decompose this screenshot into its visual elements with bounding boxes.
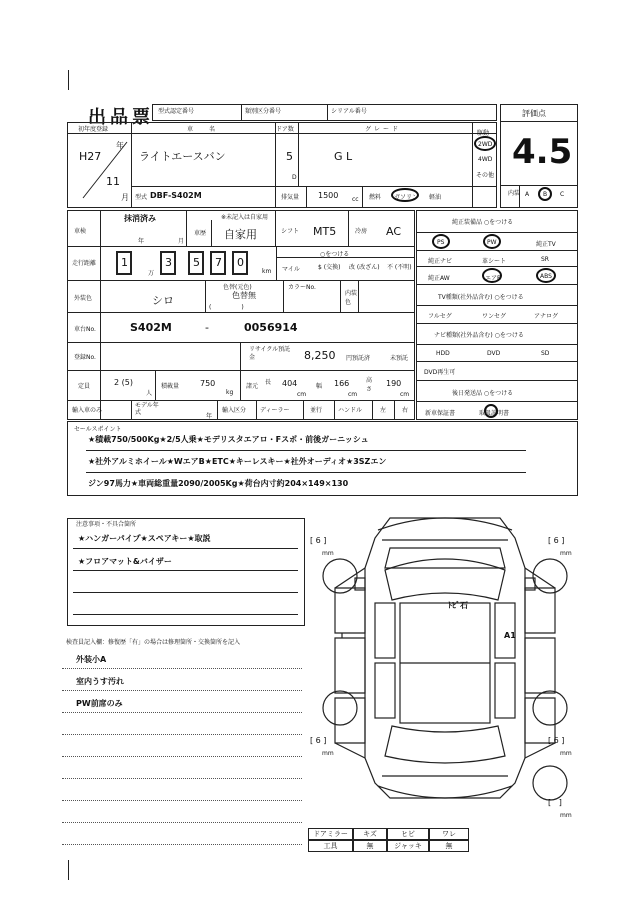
- fuel-circle: [391, 188, 419, 202]
- mile-opt-unknown: 不 (不明): [387, 264, 412, 271]
- man-unit: 万: [148, 270, 155, 277]
- shaken-month: 月: [178, 238, 185, 245]
- shaken-value: 抹消済み: [124, 214, 156, 223]
- history-value: 自家用: [224, 228, 257, 241]
- equip-leather: 革シート: [482, 258, 507, 265]
- capacity-value: 2 (5): [114, 378, 133, 387]
- inspector-label: 検査員記入欄：修復歴「有」の場合は修理箇所・交換箇所を記入: [66, 639, 241, 646]
- model-cert-label: 型式認定番号: [158, 108, 195, 115]
- corner-mark: [68, 70, 69, 90]
- equip-airbag: エアB: [485, 275, 502, 282]
- orig-color-label: 色替(元色): [223, 284, 252, 291]
- length-value: 404: [282, 379, 298, 388]
- drive-2wd-circle: [474, 136, 496, 151]
- legend-value-jack: ジャッキ: [387, 840, 429, 852]
- equip-abs: ABS: [540, 273, 552, 280]
- chassis-model: S402M: [130, 321, 172, 334]
- shift-label: シフト: [281, 228, 300, 235]
- first-reg-label: 初年度登録: [78, 126, 109, 133]
- tread-unit-fl: mm: [322, 550, 334, 557]
- load-value: 750: [200, 379, 216, 388]
- capacity-label: 定員: [78, 383, 91, 390]
- later-manual: 取扱説明書: [479, 410, 510, 417]
- handle-label: ハンドル: [338, 407, 363, 414]
- corner-mark: [68, 860, 69, 880]
- equip-sr: SR: [541, 256, 549, 263]
- tv-fullseg: フルセグ: [428, 313, 452, 320]
- legend-header-break: ワレ: [429, 828, 469, 840]
- model-label: 型式: [135, 194, 148, 201]
- interior-circle: [538, 187, 552, 201]
- tread-unit-rl: mm: [322, 750, 334, 757]
- sales-line-3: ジン97馬力★車両総重量2090/2005Kg★荷台内寸約204×149×130: [88, 479, 349, 488]
- width-value: 166: [334, 379, 350, 388]
- grade-label: グレード: [365, 126, 402, 133]
- import-label: 輸入車のみ: [72, 407, 103, 414]
- tread-spare: [ ]: [548, 798, 562, 807]
- sales-label: セールスポイント: [74, 426, 122, 433]
- mile-opt-exchange: $ (交換): [318, 264, 341, 271]
- drive-2wd: 2WD: [478, 141, 493, 148]
- diagonal-line: [79, 140, 129, 200]
- ac-value: AC: [386, 225, 402, 238]
- mile-label: マイル: [282, 266, 300, 273]
- mileage-digit-3: 5: [193, 256, 200, 269]
- dvd-play-label: DVD再生可: [424, 369, 456, 376]
- handle-left: 左: [380, 407, 387, 414]
- first-reg-era: H27: [79, 150, 102, 163]
- handle-right: 右: [402, 407, 409, 414]
- load-label: 積載量: [161, 383, 180, 390]
- tread-rl: [ 6 ]: [310, 736, 327, 745]
- height-unit: cm: [400, 391, 410, 398]
- tread-unit-rr: mm: [560, 750, 572, 757]
- color-paren: ( ): [209, 304, 244, 311]
- legend-header-scratch: キズ: [353, 828, 387, 840]
- color-label: 外装色: [74, 295, 93, 302]
- legend-value-none: 無: [353, 840, 387, 852]
- length-label: 長: [265, 379, 272, 386]
- legend-value-tools: 工具: [308, 840, 353, 852]
- doors-value: 5: [286, 150, 293, 163]
- legend-header-mirror: ドアミラー: [308, 828, 353, 840]
- equip-airbag-circle: [482, 268, 502, 283]
- navi-hdd: HDD: [436, 350, 450, 357]
- tv-analog: アナログ: [534, 313, 559, 320]
- tread-fl: [ 6 ]: [310, 536, 327, 545]
- inspector-line-1: 外装小A: [76, 655, 107, 664]
- interior-a: A: [525, 191, 530, 198]
- import-year: 年: [206, 413, 213, 420]
- equip-navi: 純正ナビ: [428, 258, 453, 265]
- equip-pw: PW: [487, 239, 497, 246]
- legend-value-none-2: 無: [429, 840, 469, 852]
- model-value: DBF-S402M: [150, 191, 202, 200]
- navi-sd: SD: [541, 350, 550, 357]
- equip-ps-circle: [432, 234, 450, 249]
- displacement-value: 1500: [318, 191, 339, 200]
- load-unit: kg: [226, 389, 234, 396]
- mile-note: ○をつける: [320, 251, 350, 258]
- import-class-label: 輸入区分: [222, 407, 247, 414]
- mileage-label: 走行距離: [72, 260, 97, 267]
- later-manual-circle: [484, 404, 498, 418]
- length-unit: cm: [297, 391, 307, 398]
- tread-fr: [ 6 ]: [548, 536, 565, 545]
- interior-label: 内装: [508, 190, 521, 197]
- displacement-label: 排気量: [281, 194, 300, 201]
- chassis-label: 車台No.: [74, 326, 96, 333]
- interior-b: B: [543, 191, 548, 198]
- tv-oneseg: ワンセグ: [482, 313, 507, 320]
- car-name: ライトエースバン: [139, 150, 226, 163]
- tv-title: TV種類(社外品含む) ○をつける: [438, 294, 524, 301]
- orig-color-value: 色替無: [232, 291, 256, 300]
- ac-label: 冷房: [355, 228, 368, 235]
- score-label: 評価点: [522, 109, 546, 118]
- equip-aw: 純正AW: [428, 275, 450, 282]
- score-value: 4.5: [512, 132, 573, 172]
- recycle-paid: 円預託済: [346, 355, 371, 362]
- legend-header-crack: ヒビ: [387, 828, 429, 840]
- notes-line-1: ★ハンガーパイプ★スペアキー★取説: [78, 534, 211, 543]
- damage-mark-a1: A1: [504, 631, 516, 640]
- km-unit: km: [262, 268, 272, 275]
- mile-opt-tamper: 改 (改ざん): [349, 264, 380, 271]
- shaken-label: 車検: [74, 228, 87, 235]
- person-unit: 人: [146, 390, 153, 397]
- mileage-digit-2: 3: [165, 256, 172, 269]
- drive-other: その他: [476, 172, 495, 179]
- grade-value: G L: [334, 150, 353, 163]
- drive-4wd: 4WD: [478, 156, 493, 163]
- notes-line-2: ★フロアマット&バイザー: [78, 557, 172, 566]
- recycle-amount: 8,250: [304, 349, 336, 362]
- recycle-label: リサイクル預託金: [249, 346, 291, 361]
- equip-abs-circle: [536, 268, 556, 283]
- damage-mark-chip: ﾄﾋﾞ石: [448, 601, 468, 610]
- mileage-digit-1: 1: [121, 256, 128, 269]
- page-title: 出品票: [88, 107, 154, 128]
- shift-value: MT5: [313, 225, 337, 238]
- door-unit: D: [292, 174, 297, 181]
- width-unit: cm: [348, 391, 358, 398]
- dealer-option: ディーラー: [260, 407, 290, 414]
- later-warranty: 新車保証書: [425, 410, 456, 417]
- interior-c: C: [560, 191, 565, 198]
- sales-line-2: ★社外アルミホイール★WエアB★ETC★キーレスキー★社外オーディオ★3SZエン: [88, 457, 387, 466]
- car-name-label: 車名: [187, 126, 232, 133]
- mileage-digit-4: 7: [215, 256, 222, 269]
- inner-color-label: 内装色: [345, 290, 358, 306]
- tread-unit-spare: mm: [560, 812, 572, 819]
- serial-label: シリアル番号: [331, 108, 367, 115]
- chassis-dash: -: [205, 321, 209, 334]
- navi-dvd: DVD: [487, 350, 501, 357]
- color-value: シロ: [152, 294, 174, 307]
- fuel-label: 燃料: [369, 194, 382, 201]
- inspector-line-3: PW前席のみ: [76, 699, 123, 708]
- month-unit: 月: [121, 193, 129, 202]
- tread-unit-fr: mm: [560, 550, 572, 557]
- cert-row: [152, 104, 497, 121]
- mileage-digit-5: 0: [237, 256, 244, 269]
- doors-label: ドア数: [276, 126, 294, 133]
- drive-label: 駆動: [477, 130, 490, 137]
- first-reg-month: 11: [106, 175, 120, 188]
- shaken-year: 年: [138, 238, 145, 245]
- sales-line-1: ★積載750/500Kg★2/5人乗★モデリスタエアロ・Fスポ・前後ガーニッシュ: [88, 435, 369, 444]
- equip-tv: 純正TV: [536, 241, 556, 248]
- height-value: 190: [386, 379, 402, 388]
- reg-no-label: 登録No.: [74, 354, 96, 361]
- color-no-label: カラーNo.: [288, 284, 316, 291]
- model-year-label: モデル年式: [135, 402, 159, 416]
- car-diagram: [300, 508, 590, 828]
- notes-label: 注意事項・不具合箇所: [76, 521, 137, 528]
- navi-title: ナビ種類(社外品含む) ○をつける: [434, 332, 524, 339]
- light-oil-label: 軽油: [429, 194, 442, 201]
- tread-rr: [ 6 ]: [548, 736, 565, 745]
- equipment-title: 純正装備品 ○をつける: [452, 219, 514, 226]
- inspector-line-2: 室内うす汚れ: [76, 677, 124, 686]
- equip-pw-circle: [483, 234, 501, 249]
- dims-label: 諸元: [246, 383, 259, 390]
- later-title: 後日発送品 ○をつける: [452, 390, 514, 397]
- width-label: 幅: [316, 383, 323, 390]
- history-label: 車歴: [194, 230, 207, 237]
- year-unit: 年: [116, 141, 124, 150]
- category-label: 類別区分番号: [245, 108, 282, 115]
- parallel-option: 並行: [310, 407, 323, 414]
- recycle-unpaid: 未預託: [390, 355, 409, 362]
- fuel-value: ガソリン: [394, 194, 419, 201]
- displacement-unit: cc: [352, 196, 359, 203]
- equip-ps: PS: [437, 239, 445, 246]
- history-note: ※未記入は自家用: [221, 214, 269, 221]
- chassis-number: 0056914: [244, 321, 298, 334]
- height-label: 高さ: [366, 377, 373, 393]
